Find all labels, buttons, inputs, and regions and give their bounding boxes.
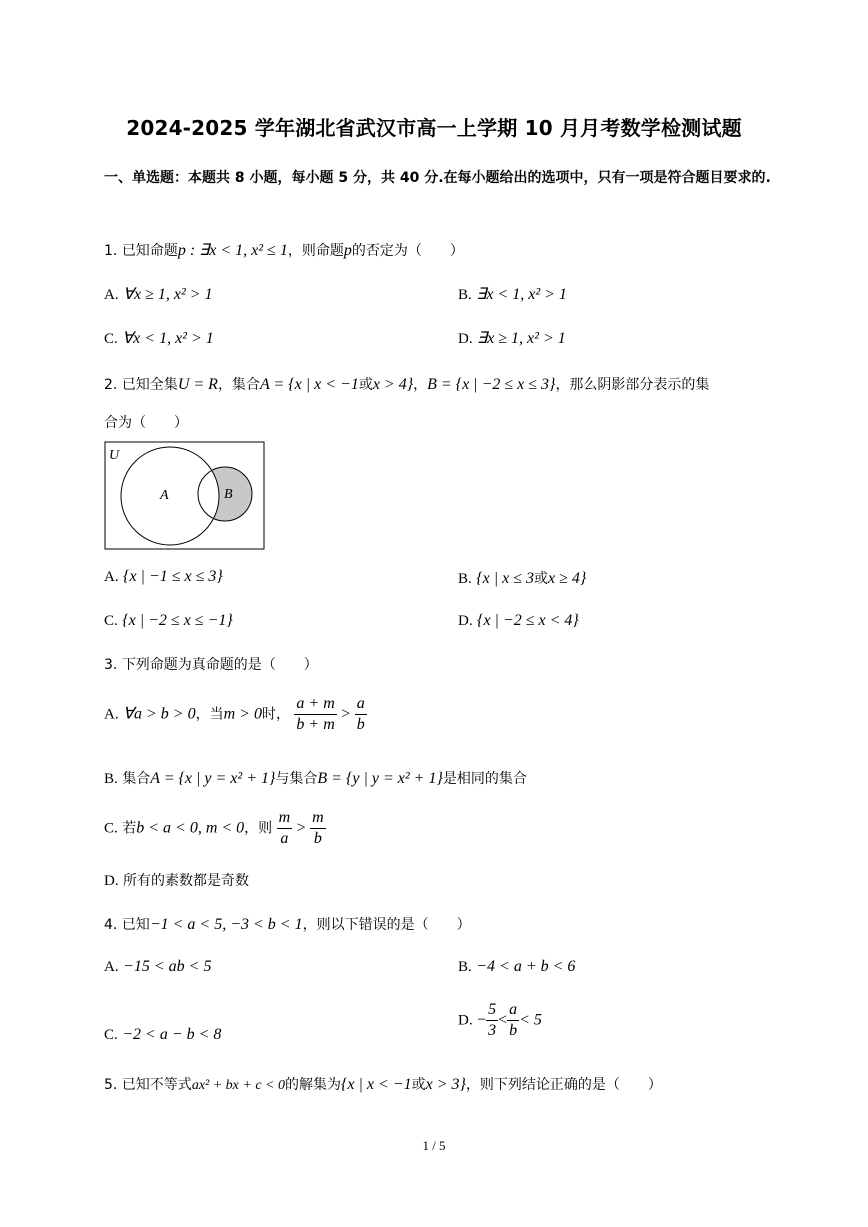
q2-option-d: D. {x | −2 ≤ x < 4} bbox=[458, 612, 579, 629]
q4d-fraction-1: $\frac{5}{3}$ bbox=[488, 1001, 497, 1039]
q4-option-c: C. −2 < a − b < 8 bbox=[104, 1026, 222, 1043]
page-number: 1 / 5 bbox=[422, 1138, 446, 1153]
q2-option-c: C. {x | −2 ≤ x ≤ −1} bbox=[104, 612, 233, 629]
question-2: 2. 已知全集U = R，集合A = {x | x < −1或x > 4}，B = {x | −2 ≤ x ≤ 3}，那么阴影部分表示的集 bbox=[104, 376, 710, 393]
q1-number: 1. bbox=[104, 243, 118, 259]
q1-option-d: D. ∃x ≥ 1, x² > 1 bbox=[458, 330, 566, 347]
q4d-fraction-2: $\frac{a}{b}$ bbox=[509, 1001, 518, 1039]
q3c-fraction-1: $\frac{m}{a}$ bbox=[278, 809, 291, 847]
q3-option-d: D. 所有的素数都是奇数 bbox=[104, 873, 250, 889]
q3-option-b: B. 集合A = {x | y = x² + 1}与集合B = {y | y = x² + 1}是相同的集合 bbox=[104, 770, 527, 787]
question-5: 5. 已知不等式ax² + bx + c < 0的解集为{x | x < −1或x > 3}，则下列结论正确的是（ ） bbox=[104, 1076, 662, 1093]
q3a-fraction-2: $\frac{a}{b}$ bbox=[356, 695, 365, 733]
q1-option-b: B. ∃x < 1, x² > 1 bbox=[458, 286, 567, 303]
venn-label-a: A bbox=[160, 488, 169, 503]
q1-proposition: p : ∃x < 1, x² ≤ 1 bbox=[177, 242, 288, 259]
q1-option-c: C. ∀x < 1, x² > 1 bbox=[104, 330, 214, 347]
q2-option-b: B. {x | x ≤ 3或x ≥ 4} bbox=[458, 570, 587, 587]
question-3: 3. 下列命题为真命题的是（ ） bbox=[104, 657, 318, 673]
q4-option-b: B. −4 < a + b < 6 bbox=[458, 958, 576, 975]
venn-label-u: U bbox=[109, 448, 120, 463]
q1-text-2: ，则命题 bbox=[287, 243, 344, 259]
q3c-fraction-2: $\frac{m}{b}$ bbox=[312, 809, 324, 847]
section-heading: 一、单选题：本题共 8 小题，每小题 5 分，共 40 分.在每小题给出的选项中，只有一项是符合题目要求的. bbox=[104, 170, 771, 186]
q4-option-d: D. − $\frac{5}{3}$ < $\frac{a}{b}$ < 5 bbox=[458, 1001, 542, 1039]
q2-option-a: A. {x | −1 ≤ x ≤ 3} bbox=[104, 568, 223, 585]
venn-diagram bbox=[104, 441, 266, 551]
q4-option-a: A. −15 < ab < 5 bbox=[104, 958, 212, 975]
q3-option-c: C. 若b < a < 0, m < 0，则 $\frac{m}{a}$ > $\frac{m}{b}$ bbox=[104, 809, 324, 847]
q1-text-3: 的否定为（ ） bbox=[351, 243, 464, 259]
q3-option-a: A. ∀a > b > 0，当m > 0时， $\frac{a + m}{b + m}$ > $\frac{a}{b}$ bbox=[104, 695, 365, 733]
question-1 bbox=[104, 240, 464, 260]
page-title: 2024-2025 学年湖北省武汉市高一上学期 10 月月考数学检测试题 bbox=[126, 116, 742, 140]
q3a-fraction-1: $\frac{a + m}{b + m}$ bbox=[296, 695, 335, 733]
q1-option-a: A. ∀x ≥ 1, x² > 1 bbox=[104, 286, 213, 303]
q1-p: p bbox=[343, 242, 352, 259]
q1-text-1: 已知命题 bbox=[121, 243, 178, 259]
question-4: 4. 已知−1 < a < 5, −3 < b < 1，则以下错误的是（ ） bbox=[104, 916, 471, 933]
question-2-cont: 合为（ ） bbox=[104, 415, 188, 431]
venn-label-b: B bbox=[224, 487, 233, 502]
